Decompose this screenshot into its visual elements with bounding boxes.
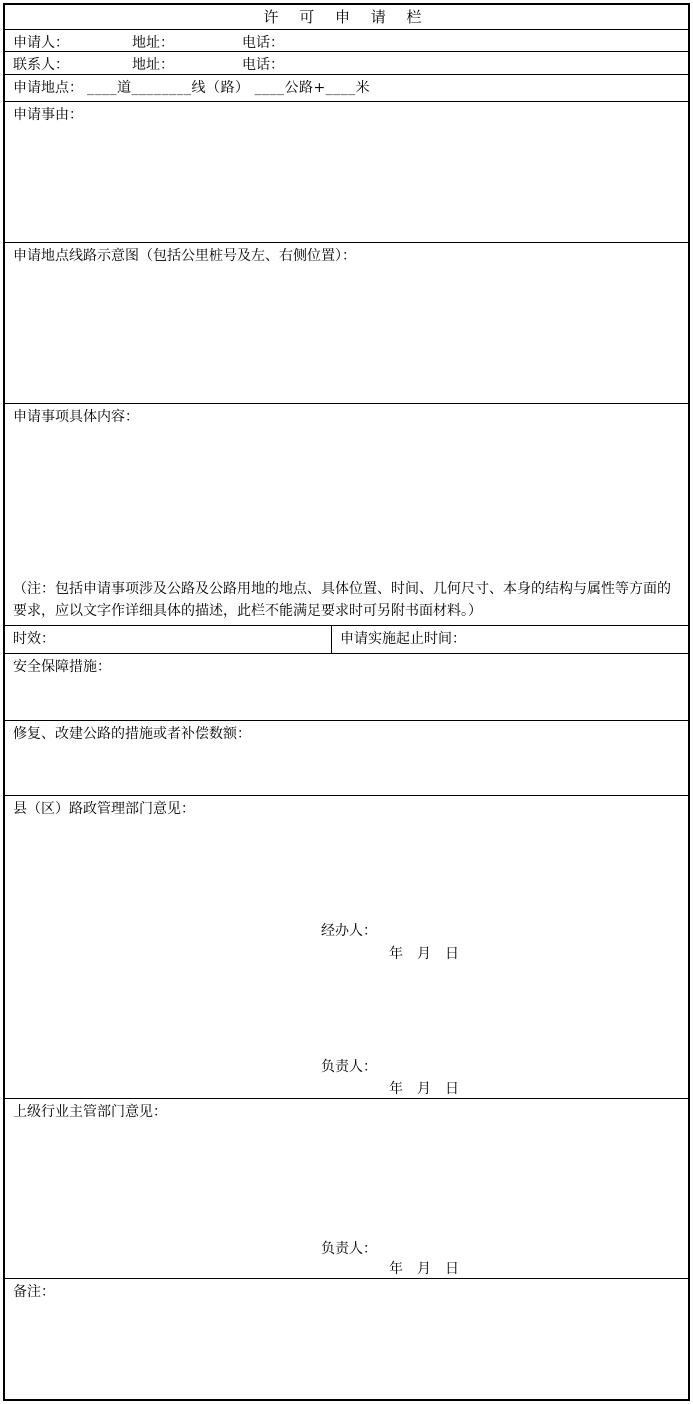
compensation-row — [5, 721, 688, 796]
county-handler-label: 经办人： — [321, 923, 377, 939]
details-label: 申请事项具体内容： — [13, 409, 139, 425]
county-principal-label: 负责人： — [321, 1059, 377, 1075]
applicant-name-label: 申请人： — [13, 35, 69, 51]
applicant-address-label: 地址： — [132, 35, 174, 51]
superior-principal-label: 负责人： — [321, 1241, 377, 1257]
county-opinion-label: 县（区）路政管理部门意见： — [13, 801, 195, 817]
reason-row — [5, 102, 688, 243]
implement-time-label: 申请实施起止时间： — [340, 631, 466, 647]
validity-label: 时效： — [13, 631, 55, 647]
applicant-row — [5, 30, 688, 52]
compensation-label: 修复、改建公路的措施或者补偿数额： — [13, 726, 251, 742]
county-principal-date: 年 月 日 — [389, 1081, 459, 1097]
sketch-row — [5, 243, 688, 404]
validity-cell — [5, 626, 332, 653]
implement-time-cell — [332, 626, 688, 653]
contact-row — [5, 52, 688, 75]
location-label: 申请地点： — [13, 80, 83, 96]
form-title: 许 可 申 请 栏 — [263, 8, 430, 26]
form-title-row — [5, 5, 688, 30]
safety-row — [5, 654, 688, 721]
details-row — [5, 404, 688, 626]
county-opinion-row — [5, 796, 688, 1099]
location-row — [5, 75, 688, 102]
details-note: （注：包括申请事项涉及公路及公路用地的地点、具体位置、时间、几何尺寸、本身的结构与属性等方面的要求，应以文字作详细具体的描述，此栏不能满足要求时可另附书面材料。） — [13, 581, 671, 619]
contact-address-label: 地址： — [132, 57, 174, 73]
details-content — [5, 404, 688, 625]
location-blanks: ____道________线（路） ____公路+____米 — [87, 80, 371, 96]
applicant-phone-label: 电话： — [242, 35, 284, 51]
superior-principal-date: 年 月 日 — [389, 1261, 459, 1277]
reason-label: 申请事由： — [13, 107, 83, 123]
county-handler-date: 年 月 日 — [389, 946, 459, 962]
sketch-label: 申请地点线路示意图（包括公里桩号及左、右侧位置）： — [13, 248, 356, 264]
remarks-row — [5, 1279, 688, 1399]
safety-label: 安全保障措施： — [13, 659, 111, 675]
contact-phone-label: 电话： — [242, 57, 284, 73]
remarks-label: 备注： — [13, 1284, 55, 1300]
permit-application-table — [3, 3, 690, 1401]
superior-opinion-row — [5, 1099, 688, 1279]
validity-row — [5, 626, 688, 654]
contact-name-label: 联系人： — [13, 57, 69, 73]
superior-opinion-label: 上级行业主管部门意见： — [13, 1104, 167, 1120]
